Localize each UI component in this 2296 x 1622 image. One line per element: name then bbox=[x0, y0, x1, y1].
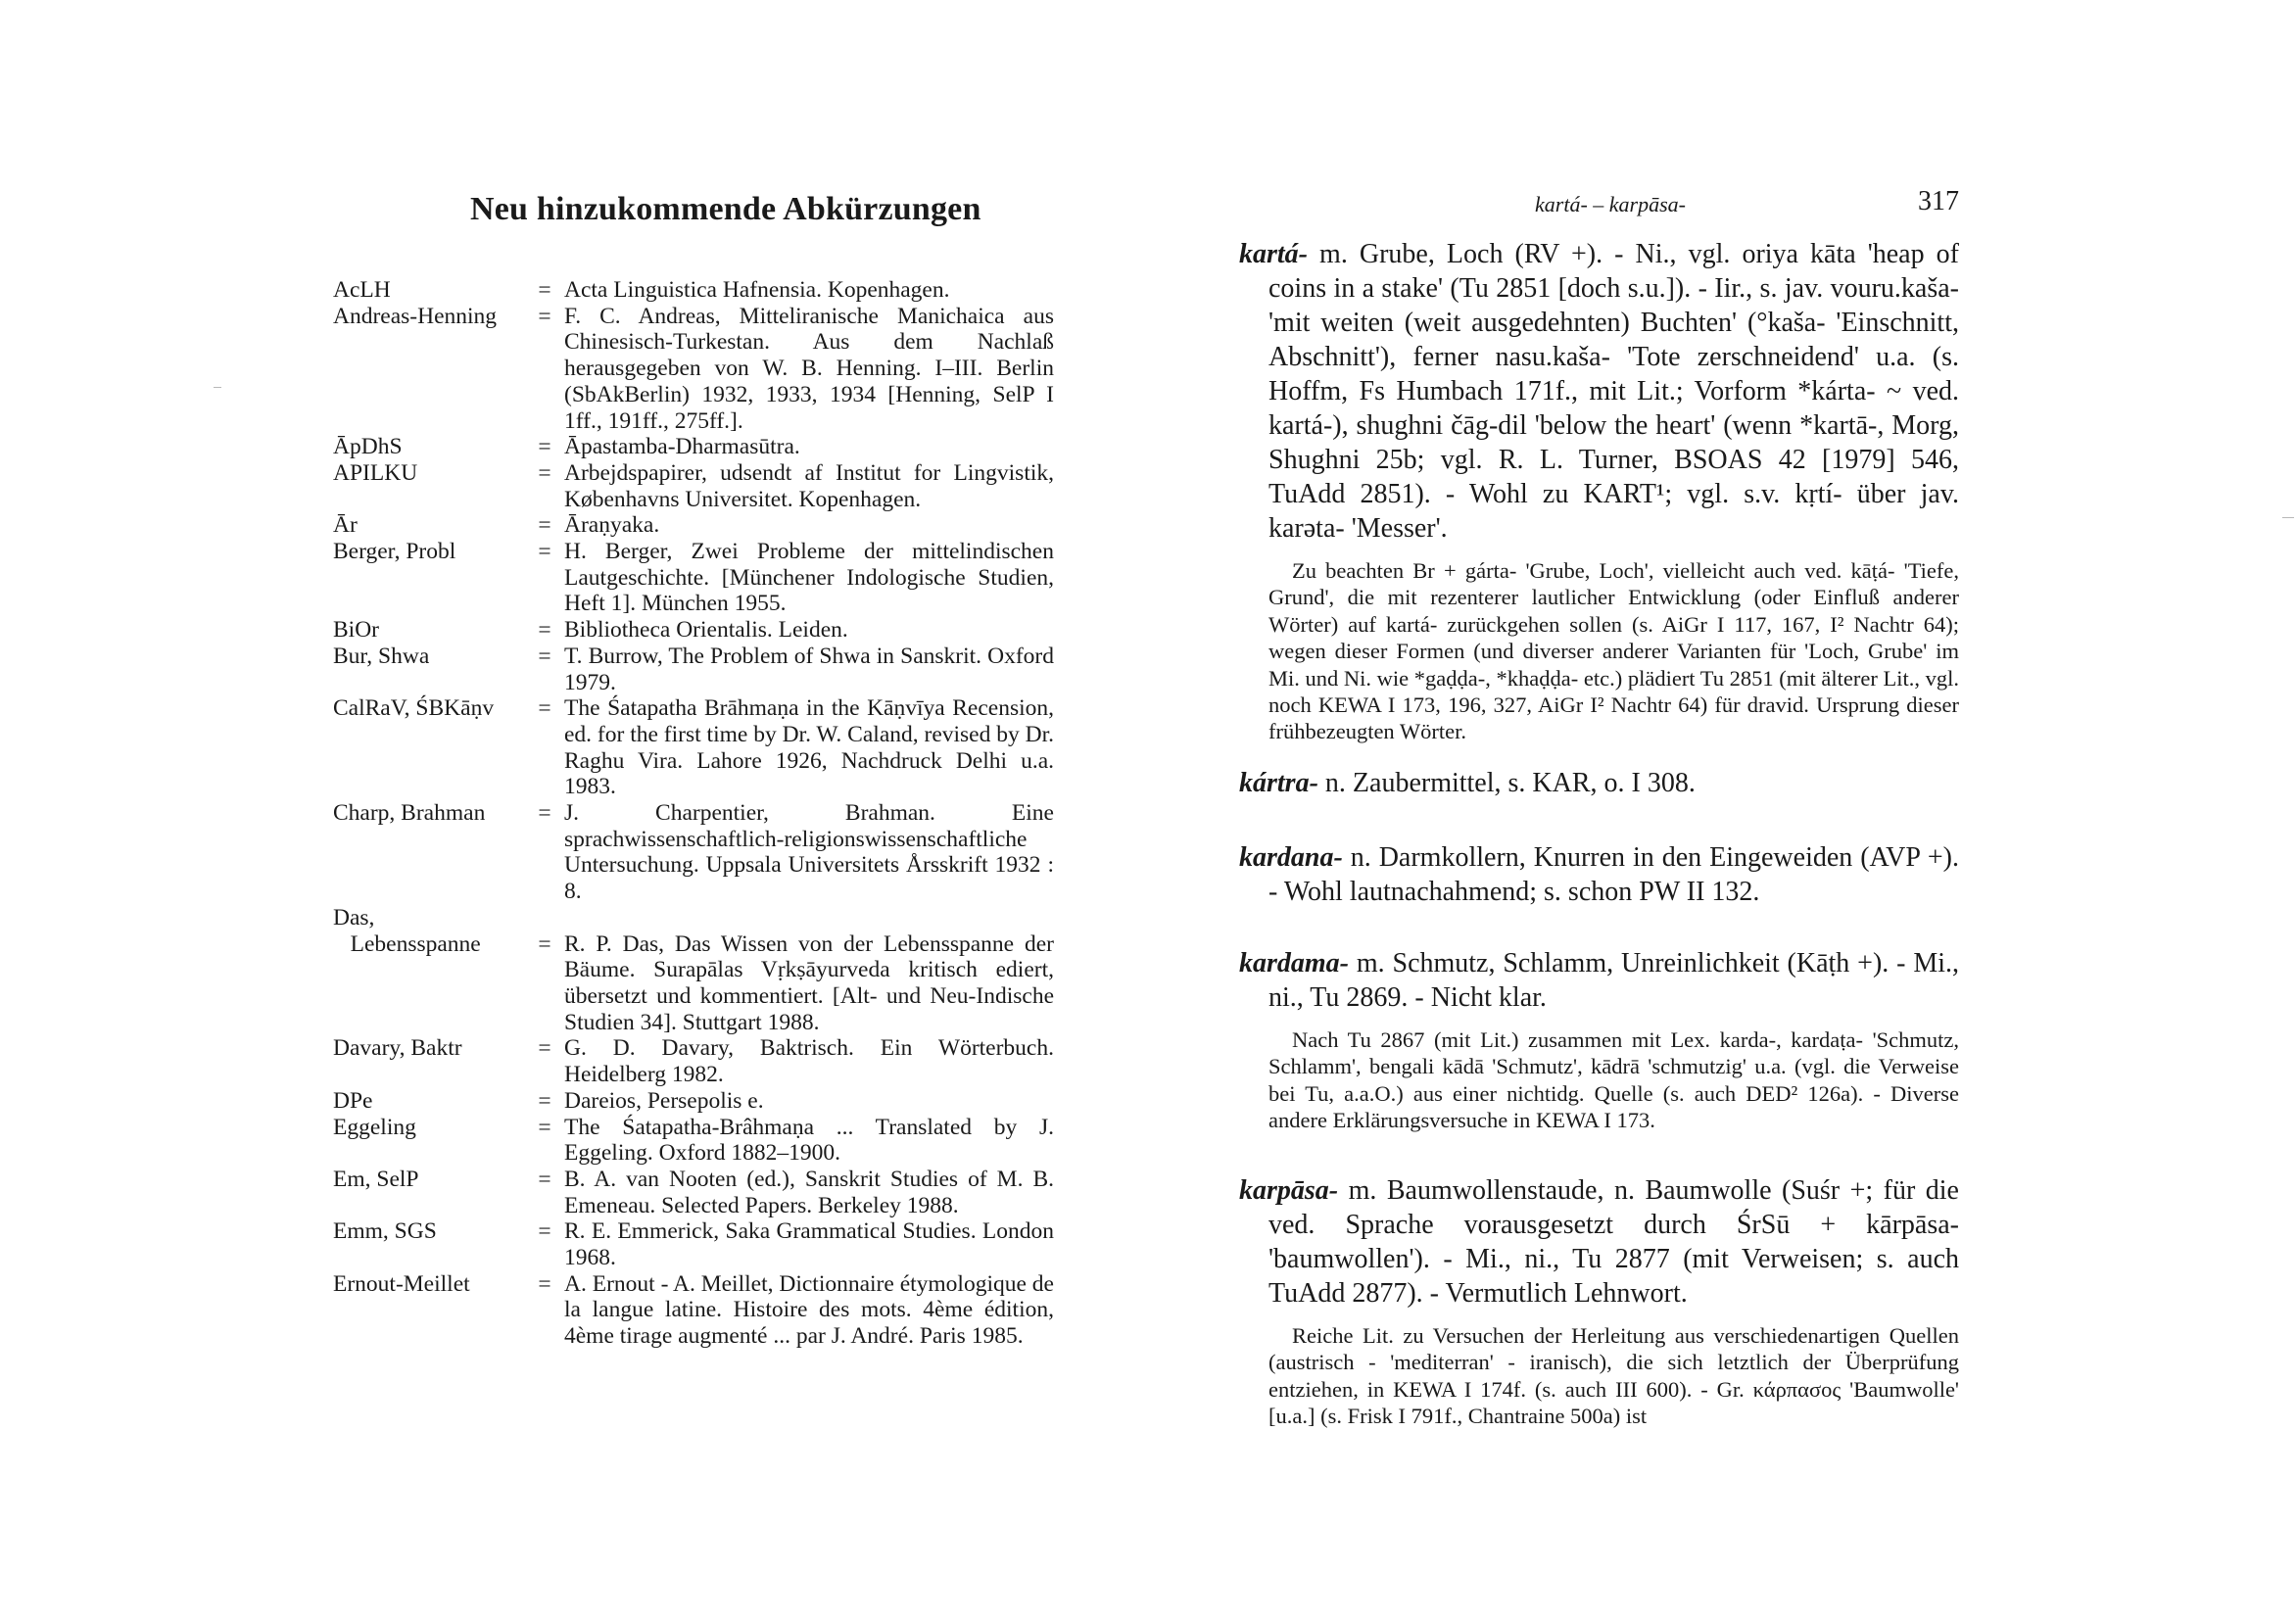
scan-mark bbox=[2282, 517, 2294, 518]
abbreviation-definition: Acta Linguistica Hafnensia. Kopenhagen. bbox=[564, 277, 950, 303]
abbreviation-definition: T. Burrow, The Problem of Shwa in Sanskrit. Oxford 1979. bbox=[564, 643, 1054, 695]
equals-sign: = bbox=[538, 303, 551, 329]
entry-body: m. Baumwollenstaude, n. Baumwolle (Suśr +; für die ved. Sprache vorausgesetzt durch ŚrSū + kārpāsa- 'baumwollen'). - Mi., ni., Tu 2877 (mit Verweisen; s. auch TuAdd 2877). - Vermutlich Lehnwort. bbox=[1268, 1175, 1959, 1309]
equals-sign: = bbox=[538, 277, 551, 303]
abbreviation-row bbox=[333, 1115, 1058, 1167]
abbreviation-key: AcLH bbox=[333, 277, 391, 303]
abbreviation-key: DPe bbox=[333, 1087, 373, 1114]
abbreviation-row bbox=[333, 434, 1058, 460]
abbreviation-row bbox=[333, 1218, 1058, 1270]
equals-sign: = bbox=[538, 1114, 551, 1140]
abbreviation-key: APILKU bbox=[333, 459, 418, 486]
dictionary-entry bbox=[1239, 766, 1959, 800]
running-head bbox=[1239, 186, 1959, 221]
abbreviation-key: BiOr bbox=[333, 617, 379, 644]
dictionary-entry bbox=[1239, 1173, 1959, 1430]
entry-body: m. Schmutz, Schlamm, Unreinlichkeit (Kāṭh +). - Mi., ni., Tu 2869. - Nicht klar. bbox=[1268, 948, 1959, 1013]
abbreviation-key: Lebensspanne bbox=[333, 930, 481, 957]
abbreviation-definition: G. D. Davary, Baktrisch. Ein Wörterbuch. Heidelberg 1982. bbox=[564, 1035, 1054, 1088]
abbreviation-definition bbox=[564, 905, 1054, 931]
abbreviation-key: Eggeling bbox=[333, 1114, 416, 1140]
abbreviation-definition: F. C. Andreas, Mitteliranische Manichaica aus Chinesisch-Turkestan. Aus dem Nachlaß herausgegeben von W. B. Henning. I–III. Berlin (SbAkBerlin) 1932, 1933, 1934 [Henning, SelP I 1ff., 191ff., 275ff.]. bbox=[564, 303, 1054, 434]
equals-sign bbox=[525, 905, 564, 931]
abbreviation-key: Ār bbox=[333, 512, 358, 539]
equals-sign: = bbox=[538, 512, 551, 539]
abbreviation-row bbox=[333, 512, 1058, 539]
scan-mark bbox=[214, 387, 221, 388]
page-title: Neu hinzukommende Abkürzungen bbox=[470, 191, 981, 227]
dictionary-entry bbox=[1239, 946, 1959, 1134]
headword: kardama- bbox=[1239, 948, 1349, 978]
abbreviation-key: Charp, Brahman bbox=[333, 800, 486, 827]
abbreviation-definition: Āpastamba-Dharmasūtra. bbox=[564, 434, 800, 460]
abbreviation-definition: H. Berger, Zwei Probleme der mittelindischen Lautgeschichte. [Münchener Indologische Studien, Heft 1]. München 1955. bbox=[564, 539, 1054, 617]
abbreviation-row bbox=[333, 695, 1058, 800]
abbreviation-definition: The Śatapatha Brāhmaṇa in the Kāṇvīya Recension, ed. for the first time by Dr. W. Caland, revised by Dr. Raghu Vira. Lahore 1926, Nachdruck Delhi u.a. 1983. bbox=[564, 695, 1054, 800]
entry-body: m. Grube, Loch (RV +). - Ni., vgl. oriya kāta 'heap of coins in a stake' (Tu 2851 [doch s.u.]). - Iir., s. jav. vouru.kaša- 'mit weiten (weit ausgedehnten) Buchten' (°kaša- 'Einschnitt, Abschnitt'), ferner nasu.kaša- 'Tote zerschneidend' u.a. (s. Hoffm, Fs Humbach 171f., mit Lit.; Vorform *kárta- ~ ved. kartá-), shughni čāg-dil 'below the heart' (wenn *kartā-, Morg, Shughni 25b; vgl. R. L. Turner, BSOAS 42 [1979] 546, TuAdd 2851). - Wohl zu KART¹; vgl. s.v. kṛtí- über jav. karəta- 'Messer'. bbox=[1268, 239, 1959, 544]
equals-sign: = bbox=[538, 1166, 551, 1192]
entry-main-text bbox=[1239, 1173, 1959, 1311]
abbreviation-definition: R. E. Emmerick, Saka Grammatical Studies. London 1968. bbox=[564, 1218, 1054, 1271]
entry-main-text bbox=[1239, 946, 1959, 1015]
abbreviation-key: Em, SelP bbox=[333, 1166, 419, 1192]
entry-note: Nach Tu 2867 (mit Lit.) zusammen mit Lex. karda-, kardaṭa- 'Schmutz, Schlamm', bengali kādā 'Schmutz', kādrā 'schmutzig' u.a. (vgl. die Verweise bei Tu, a.a.O.) aus einer nichtidg. Quelle (s. auch DED² 126a). - Diverse andere Erklärungsversuche in KEWA I 173. bbox=[1268, 1027, 1959, 1133]
abbreviation-definition: A. Ernout - A. Meillet, Dictionnaire étymologique de la langue latine. Histoire des mots. 4ème édition, 4ème tirage augmenté ... par J. André. Paris 1985. bbox=[564, 1270, 1054, 1350]
abbreviation-row bbox=[333, 1167, 1058, 1218]
abbreviation-definition: B. A. van Nooten (ed.), Sanskrit Studies of M. B. Emeneau. Selected Papers. Berkeley 1988. bbox=[564, 1166, 1054, 1218]
equals-sign: = bbox=[538, 459, 551, 486]
abbreviation-definition: Dareios, Persepolis e. bbox=[564, 1087, 764, 1114]
abbreviation-key: ĀpDhS bbox=[333, 434, 403, 460]
equals-sign: = bbox=[538, 1035, 551, 1062]
equals-sign: = bbox=[538, 617, 551, 644]
headword: karpāsa- bbox=[1239, 1175, 1339, 1206]
abbreviation-row bbox=[333, 539, 1058, 617]
abbreviation-row bbox=[333, 1088, 1058, 1115]
abbreviation-definition: Bibliotheca Orientalis. Leiden. bbox=[564, 617, 848, 644]
equals-sign: = bbox=[538, 1218, 551, 1245]
equals-sign: = bbox=[538, 1087, 551, 1114]
abbreviation-row bbox=[333, 277, 1058, 304]
abbreviation-row bbox=[333, 460, 1058, 512]
headword: kártra- bbox=[1239, 768, 1318, 798]
abbreviation-key: Berger, Probl bbox=[333, 539, 456, 565]
abbreviation-list bbox=[333, 277, 1058, 1350]
entry-body: n. Zaubermittel, s. KAR, o. I 308. bbox=[1317, 768, 1696, 798]
abbreviation-row bbox=[333, 1035, 1058, 1087]
entry-main-text bbox=[1239, 840, 1959, 909]
headword: kartá- bbox=[1239, 239, 1308, 269]
equals-sign: = bbox=[538, 434, 551, 460]
abbreviation-row bbox=[333, 644, 1058, 695]
entry-note: Zu beachten Br + gárta- 'Grube, Loch', vielleicht auch ved. kāṭá- 'Tiefe, Grund', die mit rezenterer lautlicher Entwicklung (oder Einfluß anderer Wörter) auf kartá- zurückgehen sollen (s. AiGr I 117, 167, I² Nachtr 64); wegen dieser Formen (und diverser anderer Varianten für 'Loch, Grube' im Mi. und Ni. wie *gaḍḍa-, *khaḍḍa- etc.) plädiert Tu 2851 (mit älterer Lit., vgl. noch KEWA I 173, 196, 327, AiGr I² Nachtr 64) für dravid. Ursprung dieser frühbezeugten Wörter. bbox=[1268, 558, 1959, 744]
equals-sign: = bbox=[538, 695, 551, 722]
page-number: 317 bbox=[1918, 186, 1959, 216]
abbreviation-key: CalRaV, ŚBKāṇv bbox=[333, 695, 495, 722]
equals-sign: = bbox=[538, 539, 551, 565]
abbreviation-row bbox=[333, 905, 1058, 931]
abbreviation-definition: J. Charpentier, Brahman. Eine sprachwissenschaftlich-religionswissenschaftliche Untersuchung. Uppsala Universitets Årsskrift 1932 : 8. bbox=[564, 800, 1054, 905]
abbreviation-row bbox=[333, 800, 1058, 905]
abbreviation-row bbox=[333, 617, 1058, 644]
abbreviation-key: Ernout-Meillet bbox=[333, 1270, 470, 1297]
equals-sign: = bbox=[538, 1270, 551, 1297]
abbreviation-definition: Arbejdspapirer, udsendt af Institut for Lingvistik, Københavns Universitet. Kopenhagen. bbox=[564, 459, 1054, 512]
equals-sign: = bbox=[538, 800, 551, 827]
abbreviation-row bbox=[333, 304, 1058, 435]
equals-sign: = bbox=[538, 643, 551, 669]
abbreviation-row bbox=[333, 1271, 1058, 1350]
abbreviation-row bbox=[333, 931, 1058, 1036]
headword: kardana- bbox=[1239, 842, 1343, 873]
abbreviation-definition: The Śatapatha-Brâhmaṇa ... Translated by J. Eggeling. Oxford 1882–1900. bbox=[564, 1114, 1054, 1167]
abbreviation-key: Bur, Shwa bbox=[333, 643, 430, 669]
entry-note: Reiche Lit. zu Versuchen der Herleitung aus verschiedenartigen Quellen (austrisch - 'mediterran' - iranisch), die sich letztlich der Überprüfung entziehen, in KEWA I 174f. (s. auch III 600). - Gr. κάρπασος 'Baumwolle' [u.a.] (s. Frisk I 791f., Chantraine 500a) ist bbox=[1268, 1323, 1959, 1429]
abbreviation-key: Davary, Baktr bbox=[333, 1035, 462, 1062]
entry-body: n. Darmkollern, Knurren in den Eingeweiden (AVP +). - Wohl lautnachahmend; s. schon PW II 132. bbox=[1268, 842, 1959, 907]
abbreviation-key: Andreas-Henning bbox=[333, 303, 498, 329]
dictionary-entry bbox=[1239, 840, 1959, 909]
entry-main-text bbox=[1239, 766, 1959, 800]
dictionary-entry bbox=[1239, 237, 1959, 745]
abbreviation-key: Emm, SGS bbox=[333, 1218, 437, 1245]
abbreviation-key: Das, bbox=[333, 904, 375, 930]
abbreviation-definition: Āraṇyaka. bbox=[564, 512, 660, 539]
abbreviation-definition: R. P. Das, Das Wissen von der Lebensspanne der Bäume. Surapālas Vṛkṣāyurveda kritisch ediert, übersetzt und kommentiert. [Alt- und Neu-Indische Studien 34]. Stuttgart 1988. bbox=[564, 930, 1054, 1035]
equals-sign: = bbox=[538, 930, 551, 957]
entry-main-text bbox=[1239, 237, 1959, 546]
running-head-text: kartá- – karpāsa- bbox=[1535, 192, 1686, 216]
